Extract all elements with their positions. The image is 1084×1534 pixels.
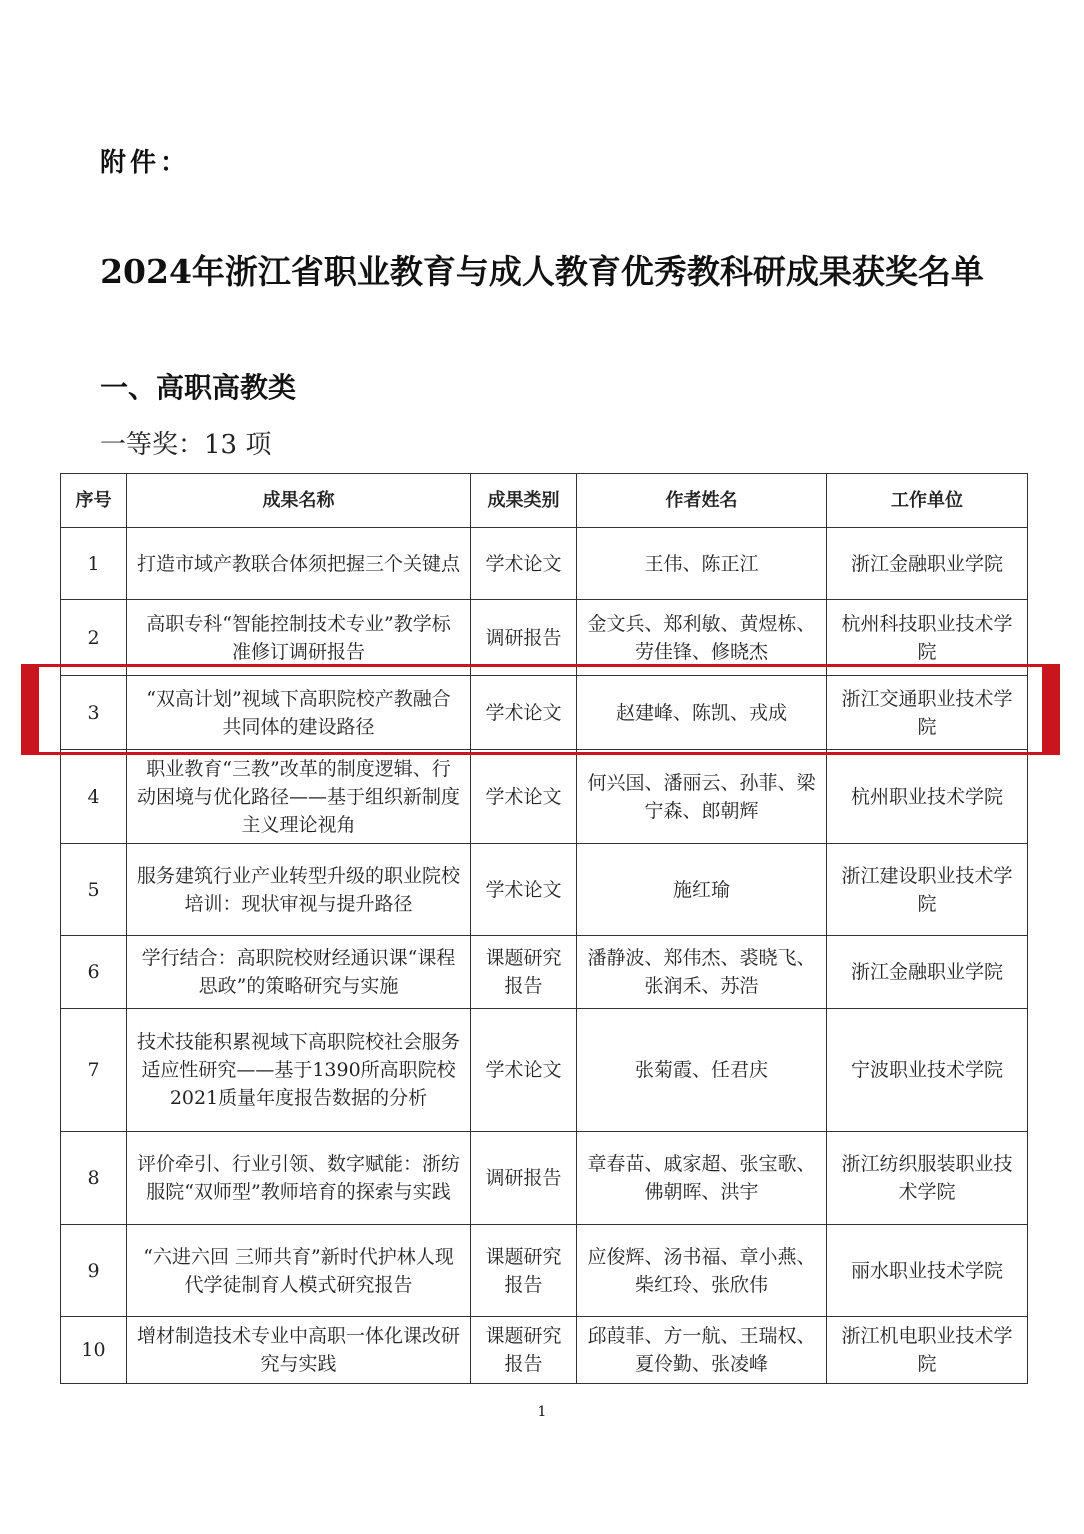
cell-unit: 浙江纺织服装职业技术学院 (827, 1132, 1028, 1225)
cell-no: 10 (61, 1317, 127, 1384)
cell-category: 学术论文 (471, 676, 577, 750)
cell-unit: 杭州职业技术学院 (827, 750, 1028, 844)
cell-no: 5 (61, 844, 127, 936)
cell-no: 6 (61, 936, 127, 1009)
cell-name: 职业教育“三教”改革的制度逻辑、行动困境与优化路径——基于组织新制度主义理论视角 (127, 750, 471, 844)
table-row (61, 844, 1028, 936)
highlight-right-bar (1042, 664, 1060, 755)
award-table (60, 473, 1028, 1384)
cell-unit: 杭州科技职业技术学院 (827, 600, 1028, 676)
cell-authors: 施红瑜 (577, 844, 827, 936)
header-authors: 作者姓名 (577, 474, 827, 528)
table-row (61, 1009, 1028, 1132)
cell-name: 评价牵引、行业引领、数字赋能：浙纺服院“双师型”教师培育的探索与实践 (127, 1132, 471, 1225)
cell-category: 调研报告 (471, 600, 577, 676)
cell-authors: 邱葭菲、方一航、王瑞权、夏伶勤、张凌峰 (577, 1317, 827, 1384)
cell-authors: 章春苗、戚家超、张宝歌、佛朝晖、洪宇 (577, 1132, 827, 1225)
attachment-label: 附件： (100, 148, 191, 178)
cell-category: 课题研究报告 (471, 936, 577, 1009)
cell-unit: 丽水职业技术学院 (827, 1225, 1028, 1317)
section-heading: 一、高职高教类 (100, 371, 297, 404)
table-row (61, 750, 1028, 844)
page-number: 1 (537, 1404, 547, 1420)
cell-name: 高职专科“智能控制技术专业”教学标准修订调研报告 (127, 600, 471, 676)
cell-category: 学术论文 (471, 1009, 577, 1132)
prize-heading: 一等奖：13 项 (100, 430, 272, 460)
cell-name: “双高计划”视域下高职院校产教融合共同体的建设路径 (127, 676, 471, 750)
cell-authors: 潘静波、郑伟杰、裘晓飞、张润禾、苏浩 (577, 936, 827, 1009)
table-row (61, 936, 1028, 1009)
table-header-row (61, 474, 1028, 528)
cell-unit: 浙江交通职业技术学院 (827, 676, 1028, 750)
cell-no: 4 (61, 750, 127, 844)
cell-authors: 张菊霞、任君庆 (577, 1009, 827, 1132)
cell-category: 学术论文 (471, 844, 577, 936)
cell-category: 课题研究报告 (471, 1225, 577, 1317)
cell-category: 学术论文 (471, 750, 577, 844)
cell-unit: 浙江金融职业学院 (827, 936, 1028, 1009)
cell-name: 增材制造技术专业中高职一体化课改研究与实践 (127, 1317, 471, 1384)
cell-category: 学术论文 (471, 528, 577, 600)
cell-unit: 浙江建设职业技术学院 (827, 844, 1028, 936)
table-row (61, 1132, 1028, 1225)
table-row (61, 1225, 1028, 1317)
cell-no: 1 (61, 528, 127, 600)
row-highlight-frame (21, 664, 1060, 755)
table-row (61, 1317, 1028, 1384)
header-name: 成果名称 (127, 474, 471, 528)
cell-name: “六进六回 三师共育”新时代护林人现代学徒制育人模式研究报告 (127, 1225, 471, 1317)
table-row (61, 528, 1028, 600)
cell-authors: 金文兵、郑利敏、黄煜栋、劳佳锋、修晓杰 (577, 600, 827, 676)
cell-unit: 宁波职业技术学院 (827, 1009, 1028, 1132)
cell-unit: 浙江机电职业技术学院 (827, 1317, 1028, 1384)
header-category: 成果类别 (471, 474, 577, 528)
cell-name: 打造市域产教联合体须把握三个关键点 (127, 528, 471, 600)
cell-no: 3 (61, 676, 127, 750)
header-unit: 工作单位 (827, 474, 1028, 528)
cell-no: 7 (61, 1009, 127, 1132)
cell-no: 2 (61, 600, 127, 676)
cell-authors: 赵建峰、陈凯、戎成 (577, 676, 827, 750)
cell-category: 课题研究报告 (471, 1317, 577, 1384)
cell-unit: 浙江金融职业学院 (827, 528, 1028, 600)
cell-no: 8 (61, 1132, 127, 1225)
highlight-left-bar (21, 664, 39, 755)
header-no: 序号 (61, 474, 127, 528)
cell-authors: 王伟、陈正江 (577, 528, 827, 600)
cell-authors: 何兴国、潘丽云、孙菲、梁宁森、郎朝辉 (577, 750, 827, 844)
cell-no: 9 (61, 1225, 127, 1317)
cell-name: 学行结合：高职院校财经通识课“课程思政”的策略研究与实施 (127, 936, 471, 1009)
cell-category: 调研报告 (471, 1132, 577, 1225)
document-title: 2024年浙江省职业教育与成人教育优秀教科研成果获奖名单 (100, 252, 984, 291)
cell-name: 技术技能积累视域下高职院校社会服务适应性研究——基于1390所高职院校2021质量年度报告数据的分析 (127, 1009, 471, 1132)
cell-authors: 应俊辉、汤书福、章小燕、柴红玲、张欣伟 (577, 1225, 827, 1317)
cell-name: 服务建筑行业产业转型升级的职业院校培训：现状审视与提升路径 (127, 844, 471, 936)
